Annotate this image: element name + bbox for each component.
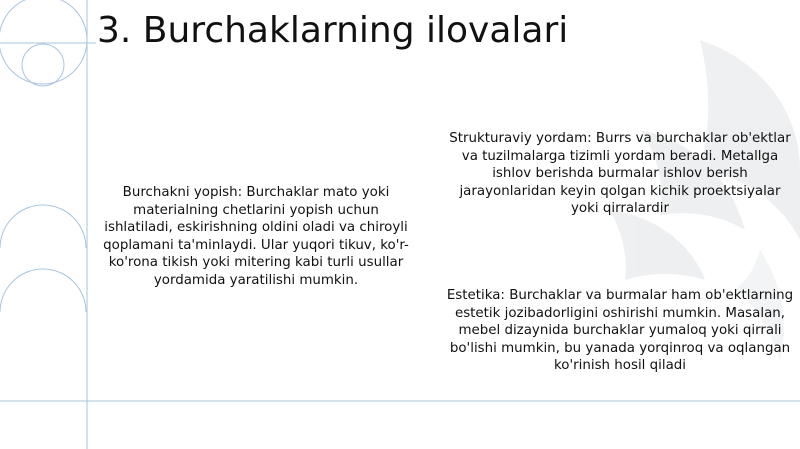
slide-title: 3. Burchaklarning ilovalari bbox=[97, 10, 569, 51]
text-block-left: Burchakni yopish: Burchaklar mato yoki materialning chetlarini yopish uchun ishlatiladi, eskirishning oldini oladi va chiroyli qoplamani ta'minlaydi. Ular yuqori tikuv, ko'r-ko'rona tikish yoki mitering kabi turli usullar yordamida yaratilishi mumkin. bbox=[103, 185, 409, 288]
deco-circle-large bbox=[0, 0, 87, 84]
deco-arc-lower bbox=[0, 269, 86, 312]
deco-circle-small bbox=[22, 44, 64, 86]
text-block-bottom-right: Estetika: Burchaklar va burmalar ham ob'ektlarning estetik jozibadorligini oshirishi mumkin. Masalan, mebel dizaynida burchaklar yumaloq yoki qirrali bo'lishi mumkin, bu yanada yorqinroq va oqlangan ko'rinish hosil qiladi bbox=[446, 288, 794, 374]
text-block-top-right: Strukturaviy yordam: Burrs va burchaklar ob'ektlar va tuzilmalarga tizimli yordam beradi. Metallga ishlov berishda burmalar ishlov berish jarayonlaridan keyin qolgan kichik proektsiyalar yoki qirralardir bbox=[449, 131, 791, 217]
deco-arc-upper bbox=[0, 205, 86, 248]
